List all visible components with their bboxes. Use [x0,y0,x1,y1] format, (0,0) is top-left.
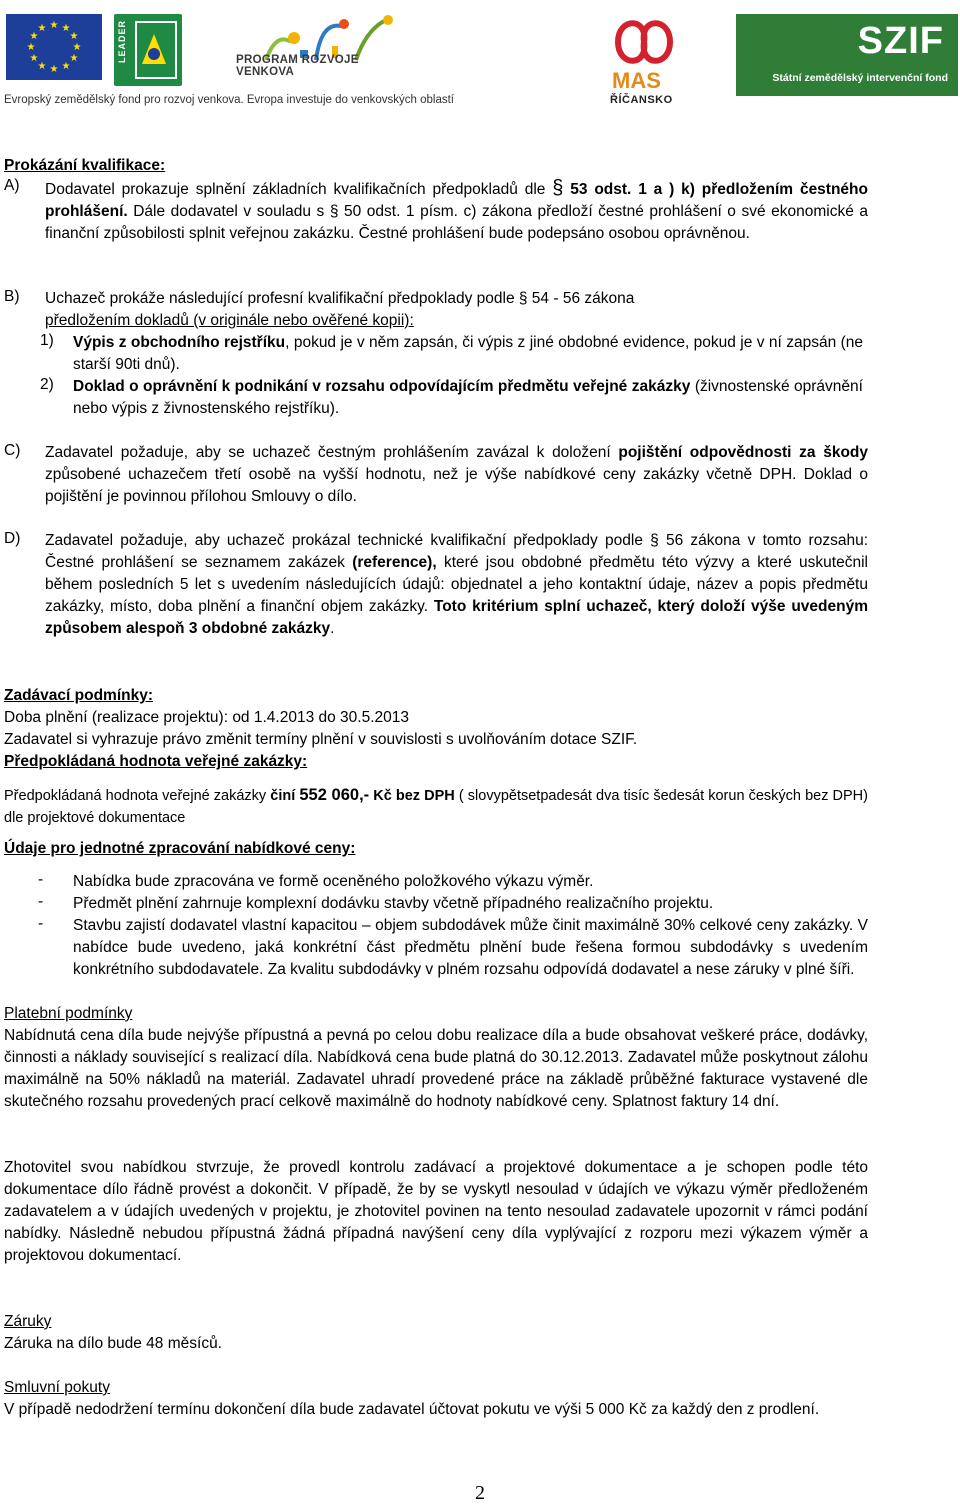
item-b-sub-1-text [73,332,863,376]
item-c-text-1: Zadavatel požaduje, aby se uchazeč čestným prohlášením zavázal k doložení [45,444,619,461]
item-b-text-1: Uchazeč prokáže následující profesní kvalifikační předpoklady podle § 54 - 56 zákona [45,290,635,307]
page-number: 2 [475,1482,485,1504]
svg-text:★: ★ [37,61,47,72]
item-b-sub-2-bold: Doklad o oprávnění k podnikání v rozsahu odpovídajícím předmětu veřejné zakázky [73,378,691,395]
estimated-value-text [4,784,868,829]
item-a-text-2: 53 odst. 1 a ) k) předložením čestného prohlášení. [45,181,868,220]
pricing-heading: Údaje pro jednotné zpracování nabídkové ceny: [4,840,356,857]
mas-ricansko-logo [598,12,690,108]
svg-text:★: ★ [69,53,79,64]
item-a-text-3: Dále dodavatel v souladu s § 50 odst. 1 písm. c) zákona předloží čestné prohlášení o své ekonomické a finanční způsobilosti splnit veřejnou zakázku. Čestné prohlášení bude podepsáno osobou oprávněnou. [45,203,868,242]
warranty-heading: Záruky [4,1313,52,1330]
leader-logo [114,14,182,86]
contractor-text: Zhotovitel svou nabídkou stvrzuje, že provedl kontrolu zadávací a projektové dokumentace a je schopen podle této dokumentace dílo řádně provést a dokončit. V případě, že by se vyskytl nesoulad v údajích ve výkazu výměr předloženém zadavatelem a v údajích uvedených v projektu, je zhotovitel povinen na tento nesoulad zadavatele upozornit v rámci podání nabídky. Následně nebudou přípustná žádná případná navýšení ceny díla vyplývající z rozporu mezi výkazem výměr a projektovou dokumentací. [4,1159,868,1264]
item-d-text-2: které jsou obdobné předmětu této výzvy a které uskutečnil během posledních 5 let s uvedením následujících údajů: objednatel a jeho kontaktní údaje, název a popis předmětu zakázky, místo, doba plnění a finanční objem zakázky. [45,554,868,615]
svg-text:★: ★ [61,61,71,72]
svg-text:★: ★ [37,23,47,34]
szif-logo-subtitle: Státní zemědělský intervenční fond [772,72,948,84]
pricing-item-3-text: Stavbu zajistí dodavatel vlastní kapacitou – objem subdodávek může činit maximálně 30% celkové ceny zakázky. V nabídce bude uvedeno, jaká konkrétní část předmětu plnění bude řešena formou subdodávky s uvedením konkrétního subdodavatele. Za kvalitu subdodávky v plném rozsahu odpovídá dodavatel a nese záruky v plné šíři. [73,917,868,978]
pricing-item-3-dash: - [38,915,44,932]
penalties-heading: Smluvní pokuty [4,1379,110,1396]
leader-logo-text: LEADER [117,20,127,64]
item-d-text-1: Zadavatel požaduje, aby uchazeč prokázal technické kvalifikační předpoklady podle § 56 zákona v tomto rozsahu: Čestné prohlášení se seznamem zakázek [45,532,868,571]
svg-text:★: ★ [26,42,36,53]
estimated-value-text-2: ( slovypětsetpadesát dva tisíc šedesát korun českých bez DPH) dle projektové dokumentace [4,788,868,826]
mas-logo-text: MAS [612,68,661,93]
conditions-line-2: Zadavatel si vyhrazuje právo změnit termíny plnění v souvislosti s uvolňováním dotace SZIF. [4,731,638,748]
item-c-label: C) [4,442,21,459]
item-b-sub-2-label: 2) [40,376,54,393]
fund-caption: Evropský zemědělský fond pro rozvoj venkova. Evropa investuje do venkovských oblastí [4,94,454,106]
szif-logo-text: SZIF [857,20,944,62]
item-a-text [45,177,868,245]
item-c-bold: pojištění odpovědnosti za škody [618,444,868,461]
svg-text:★: ★ [49,20,59,31]
item-b-text [45,288,868,332]
item-d-text-3: . [330,620,335,637]
svg-text:★: ★ [61,23,71,34]
eu-stars-icon [6,14,102,80]
penalties-text: V případě nedodržení termínu dokončení díla bude zadavatel účtovat pokutu ve výši 5 000 Kč za každý den z prodlení. [4,1401,820,1418]
item-b-sub-1-bold: Výpis z obchodního rejstříku [73,334,286,351]
svg-text:★: ★ [29,31,39,42]
prv-logo-text: PROGRAM ROZVOJE VENKOVA [236,54,359,78]
estimated-value-currency: Kč bez DPH [373,788,455,804]
item-a-label: A) [4,177,20,194]
item-b-sub-2-text [73,376,863,420]
payment-text: Nabídnutá cena díla bude nejvýše přípustná a pevná po celou dobu realizace díla a bude obsahovat veškeré práce, dodávky, činnosti a náklady související s realizací díla. Nabídková cena bude platná do 30.12.2013. Zadavatel může poskytnout zálohu maximálně na 50% nákladů na materiál. Zadavatel uhradí provedené práce na základě průběžné fakturace vystavené dle skutečného rozsahu provedených prací celkově maximálně do hodnoty nabídkové ceny. Splatnost faktury 14 dní. [4,1027,868,1110]
svg-text:★: ★ [72,42,82,53]
svg-text:★: ★ [69,31,79,42]
program-rozvoje-venkova-logo [236,12,416,82]
pricing-item-1-text: Nabídka bude zpracována ve formě oceněného položkového výkazu výměr. [73,873,594,890]
estimated-value-amount: 552 060,- [299,786,370,804]
mas-logo-subtitle: ŘÍČANSKO [610,94,673,106]
szif-logo [736,14,958,96]
warranty-text: Záruka na dílo bude 48 měsíců. [4,1335,222,1352]
conditions-heading: Zadávací podmínky: [4,687,154,704]
payment-heading: Platební podmínky [4,1005,133,1022]
leader-emblem-icon [114,14,182,86]
item-d-text [45,530,868,640]
item-d-bold-1: (reference), [352,554,437,571]
item-b-sub-1-rest: , pokud je v něm zapsán, či výpis z jiné obdobné evidence, pokud je v ní zapsán (ne starší 90ti dnů). [73,334,863,373]
logo-header [0,0,960,112]
qualification-heading: Prokázání kvalifikace: [4,157,166,174]
item-d-bold-2: Toto kritérium splní uchazeč, který doloží výše uvedeným způsobem alespoň 3 obdobné zakázky [45,598,868,637]
svg-text:★: ★ [49,64,59,75]
item-a-text-1: Dodavatel prokazuje splnění základních kvalifikačních předpokladů dle [45,181,546,198]
pricing-item-1-dash: - [38,871,44,888]
estimated-value-bold-1: činí [270,788,296,804]
eu-flag-logo [6,14,102,80]
item-b-label: B) [4,288,20,305]
item-b-text-2: předložením dokladů (v originále nebo ověřené kopii): [45,312,414,329]
item-b-sub-2-rest: (živnostenské oprávnění nebo výpis z živnostenského rejstříku). [73,378,863,417]
svg-text:★: ★ [29,53,39,64]
item-b-sub-1-label: 1) [40,332,54,349]
estimated-value-heading: Předpokládaná hodnota veřejné zakázky: [4,753,308,770]
estimated-value-text-1: Předpokládaná hodnota veřejné zakázky [4,788,271,804]
pricing-item-2-text: Předmět plnění zahrnuje komplexní dodávku stavby včetně případného realizačního projektu. [73,895,714,912]
pricing-item-2-dash: - [38,893,44,910]
item-d-label: D) [4,530,21,547]
mas-knot-icon [598,12,690,72]
conditions-line-1: Doba plnění (realizace projektu): od 1.4.2013 do 30.5.2013 [4,709,410,726]
item-c-text-2: způsobené uchazečem třetí osobě na vyšší hodnotu, než je výše nabídkové ceny zakázky včetně DPH. Doklad o pojištění je povinnou přílohou Smlouvy o dílo. [45,466,868,505]
item-c-text [45,442,868,508]
paragraph-sign: § [552,177,564,199]
